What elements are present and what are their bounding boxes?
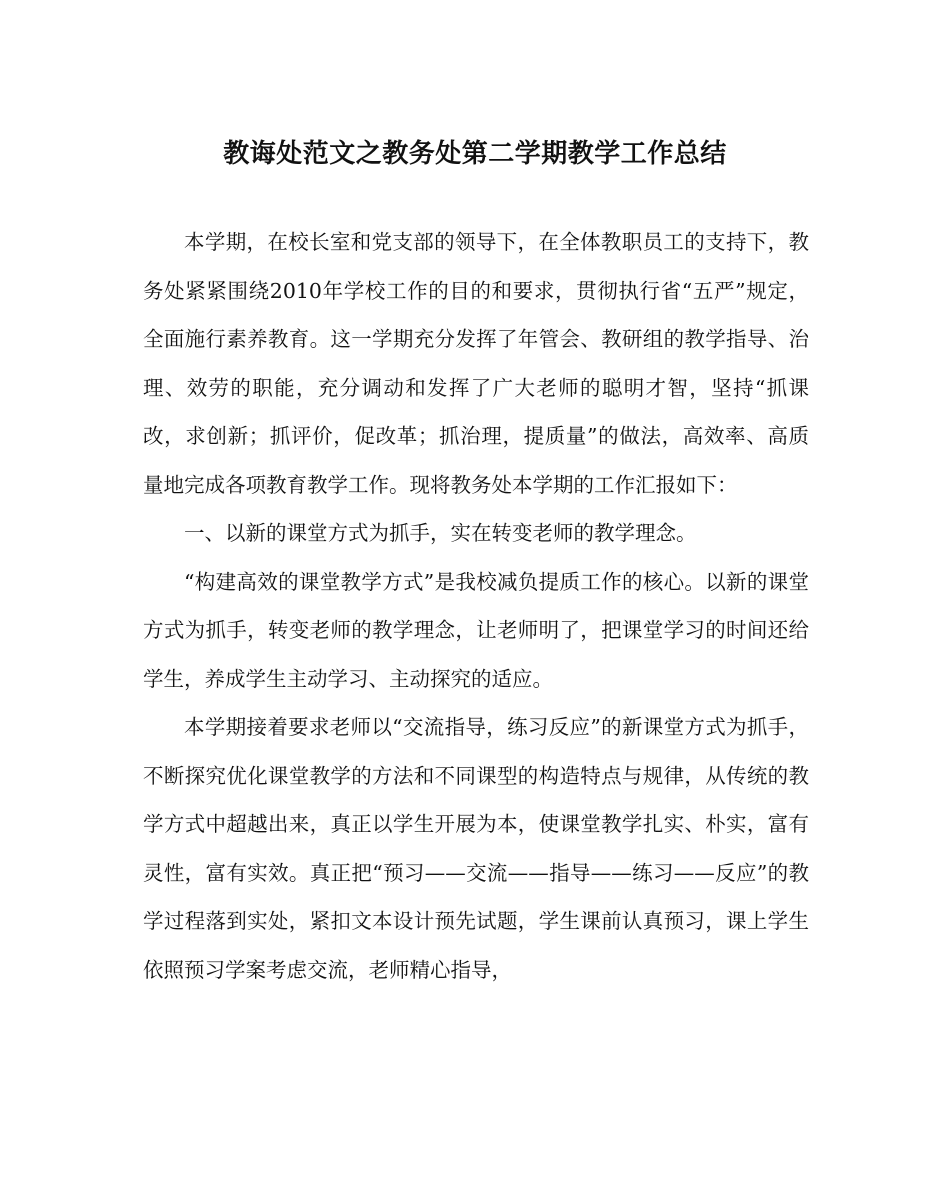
paragraph-section-heading: 一、以新的课堂方式为抓手，实在转变老师的教学理念。 (184, 521, 697, 545)
paragraph-intro: 本学期，在校长室和党支部的领导下，在全体教职员工的支持下，教务处紧紧围绕2010年学校工作的目的和要求，贯彻执行省“五严”规定，全面施行素养教育。这一学期充分发挥了年管会、教研组的教学指导、治理、效劳的职能，充分调动和发挥了广大老师的聪明才智，坚持“抓课改，求创新；抓评价，促改革；抓治理，提质量”的做法，高效率、高质量地完成各项教育教学工作。现将教务处本学期的工作汇报如下： (143, 230, 809, 497)
paragraph-efficient-classroom: “构建高效的课堂教学方式”是我校减负提质工作的核心。以新的课堂方式为抓手，转变老师的教学理念，让老师明了，把课堂学习的时间还给学生，养成学生主动学习、主动探究的适应。 (143, 569, 809, 691)
document-title: 教诲处范文之教务处第二学期教学工作总结 (223, 139, 727, 169)
paragraph-new-classroom-mode: 本学期接着要求老师以“交流指导，练习反应”的新课堂方式为抓手，不断探究优化课堂教学的方法和不同课型的构造特点与规律，从传统的教学方式中超越出来，真正以学生开展为本，使课堂教学扎实、朴实，富有灵性，富有实效。真正把“预习——交流——指导——练习——反应”的教学过程落到实处，紧扣文本设计预先试题，学生课前认真预习，课上学生依照预习学案考虑交流，老师精心指导， (143, 715, 809, 982)
document-body (143, 218, 809, 994)
